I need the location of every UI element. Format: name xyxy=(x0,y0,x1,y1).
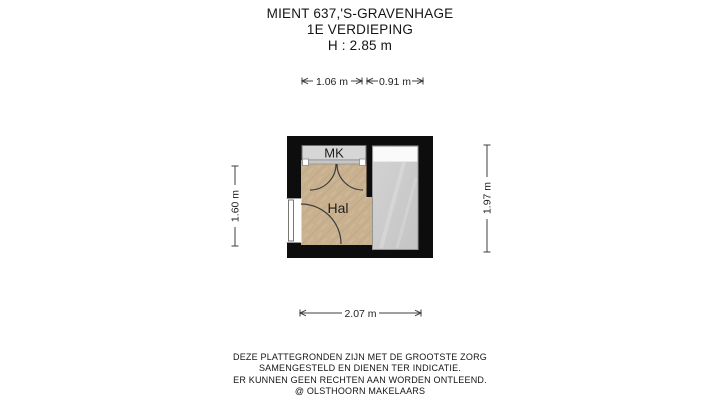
room-label-hal: Hal xyxy=(327,200,349,216)
disclaimer-line: SAMENGESTELD EN DIENEN TER INDICATIE. xyxy=(258,363,462,374)
page-title: MIENT 637,'S-GRAVENHAGE xyxy=(266,6,454,21)
floor-level: 1E VERDIEPING xyxy=(306,22,414,37)
dimension-top-right-value: 0.91 m xyxy=(378,75,412,88)
disclaimer xyxy=(0,352,720,398)
door-hinge-right xyxy=(360,159,366,166)
dimension-left-value: 1.60 m xyxy=(229,189,242,223)
room-label-mk: MK xyxy=(324,145,344,161)
mk-door-header xyxy=(302,160,366,164)
disclaimer-line: DEZE PLATTEGRONDEN ZIJN MET DE GROOTSTE ZORG xyxy=(233,352,487,362)
disclaimer-line: ER KUNNEN GEEN RECHTEN AAN WORDEN ONTLEEND. xyxy=(233,374,487,385)
ceiling-height: H : 2.85 m xyxy=(327,38,393,53)
dimension-top-left-value: 1.06 m xyxy=(315,75,349,88)
door-hinge-left xyxy=(303,159,309,166)
door-leaf xyxy=(289,200,294,241)
dimension-bottom-value: 2.07 m xyxy=(344,307,377,320)
stair-area-top xyxy=(373,147,417,162)
broker-credit: @ OLSTHOORN MAKELAARS xyxy=(294,386,426,397)
dimension-right-value: 1.97 m xyxy=(481,181,494,215)
